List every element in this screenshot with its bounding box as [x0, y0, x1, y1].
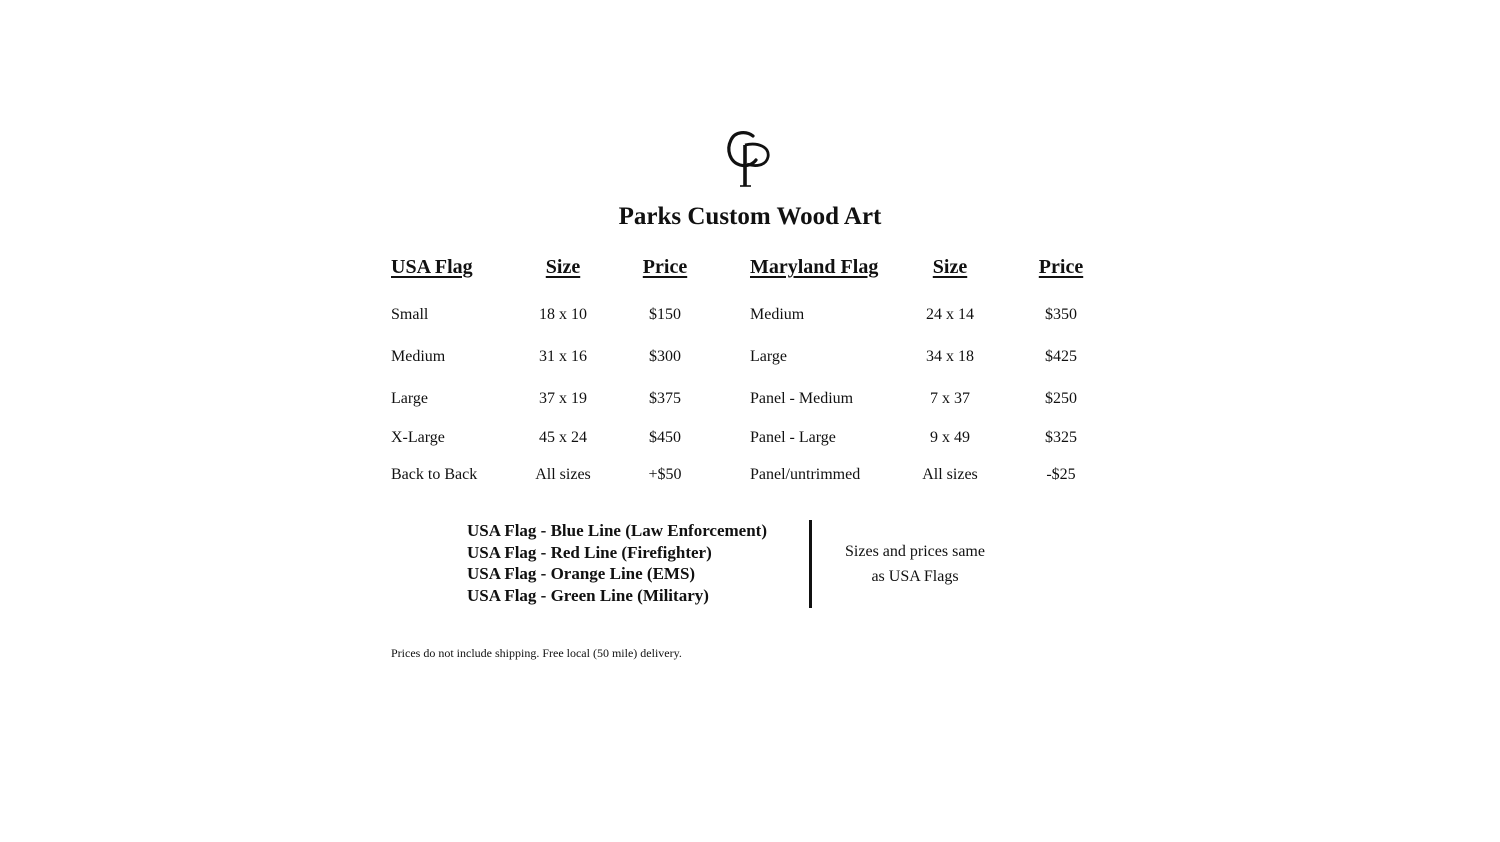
maryland-row-size: 24 x 14: [926, 306, 974, 323]
usa-row-name: X-Large: [391, 429, 445, 446]
maryland-size-header: Size: [932, 256, 968, 278]
shipping-note: Prices do not include shipping. Free local (50 mile) delivery.: [391, 646, 682, 660]
maryland-row-name: Panel - Large: [750, 429, 836, 446]
maryland-flag-header: Maryland Flag: [750, 256, 879, 278]
maryland-row-name: Medium: [750, 306, 805, 323]
usa-flag-header: USA Flag: [391, 256, 473, 278]
maryland-price-header: Price: [1038, 256, 1084, 278]
usa-row-size: 18 x 10: [539, 306, 587, 323]
usa-row-size: 31 x 16: [539, 348, 587, 365]
page-title: Parks Custom Wood Art: [618, 203, 882, 230]
maryland-row-price: $425: [1045, 348, 1077, 365]
usa-row-price: $150: [649, 306, 681, 323]
usa-price-header: Price: [642, 256, 688, 278]
variant-item: USA Flag - Green Line (Military): [467, 585, 709, 605]
usa-row-price: +$50: [648, 466, 682, 483]
usa-row-name: Large: [391, 390, 429, 407]
usa-size-header: Size: [545, 256, 581, 278]
vertical-divider: [809, 520, 812, 608]
usa-row-size: 45 x 24: [539, 429, 587, 446]
maryland-row-size: All sizes: [922, 466, 978, 483]
maryland-row-size: 34 x 18: [926, 348, 974, 365]
maryland-row-size: 7 x 37: [930, 390, 970, 407]
maryland-row-price: $250: [1045, 390, 1077, 407]
maryland-row-price: $325: [1045, 429, 1077, 446]
variant-item: USA Flag - Orange Line (EMS): [467, 564, 696, 583]
variant-item: USA Flag - Red Line (Firefighter): [467, 542, 712, 562]
maryland-row-name: Large: [750, 348, 788, 365]
usa-row-price: $450: [649, 429, 681, 446]
flag-variants-list: [467, 520, 767, 606]
usa-row-size: All sizes: [535, 466, 591, 483]
variants-note-line: as USA Flags: [871, 568, 959, 585]
variant-item: USA Flag - Blue Line (Law Enforcement): [467, 521, 768, 540]
maryland-row-price: $350: [1045, 306, 1077, 323]
usa-row-name: Medium: [391, 348, 446, 365]
maryland-row-name: Panel - Medium: [750, 390, 854, 407]
usa-row-price: $300: [649, 348, 681, 365]
maryland-row-price: -$25: [1046, 466, 1076, 483]
usa-row-name: Back to Back: [391, 466, 478, 483]
usa-row-size: 37 x 19: [539, 390, 587, 407]
variants-note: [820, 539, 1010, 589]
usa-row-name: Small: [391, 306, 429, 323]
variants-note-line: Sizes and prices same: [845, 543, 985, 560]
maryland-row-name: Panel/untrimmed: [750, 466, 861, 483]
maryland-row-size: 9 x 49: [930, 429, 970, 446]
usa-row-price: $375: [649, 390, 681, 407]
cp-monogram-logo: [720, 126, 780, 192]
